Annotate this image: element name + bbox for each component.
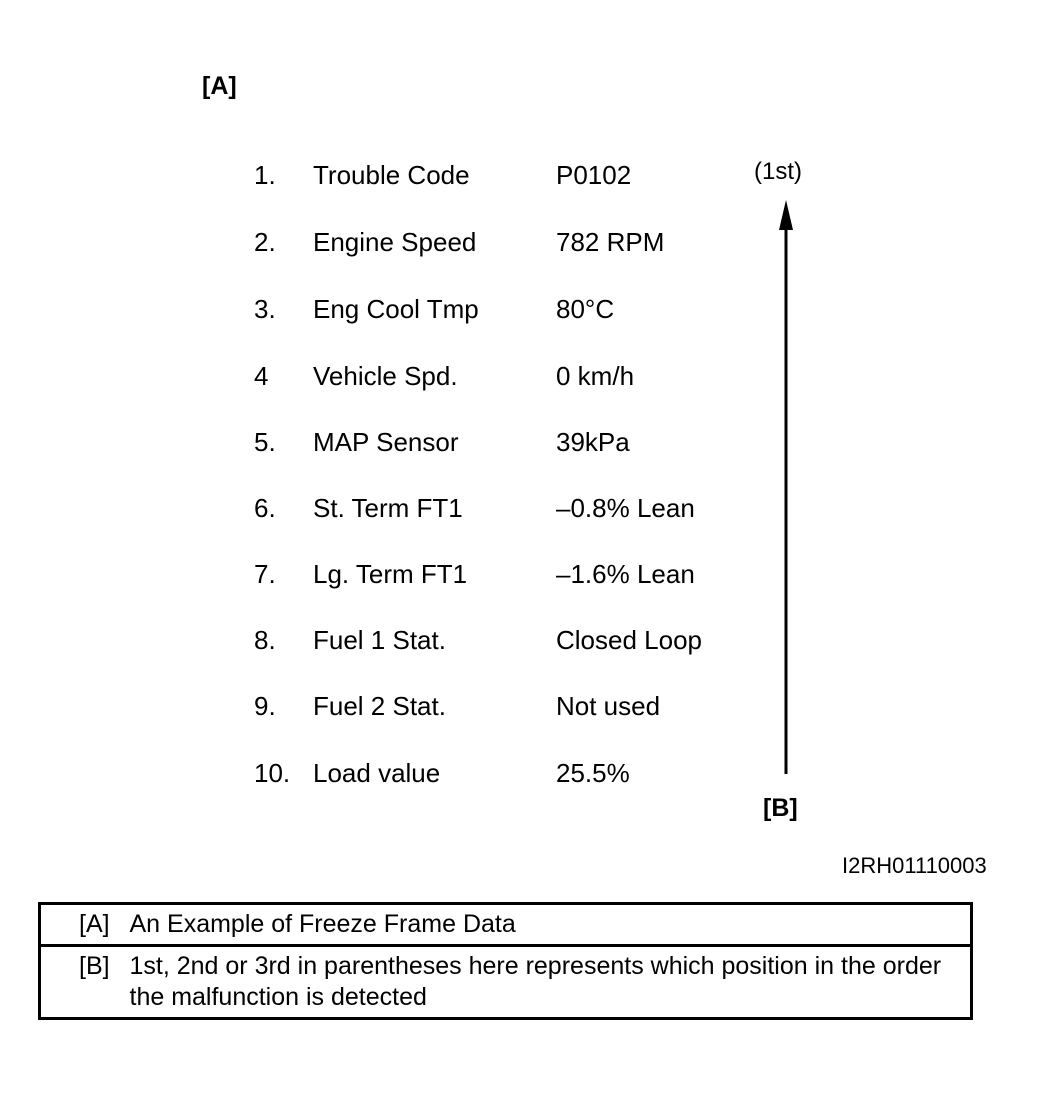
item-value: Not used bbox=[556, 691, 661, 721]
item-number: 2. bbox=[254, 227, 276, 257]
item-value: 25.5% bbox=[556, 758, 630, 788]
item-value: 39kPa bbox=[556, 427, 630, 457]
item-number: 4 bbox=[254, 361, 269, 391]
item-number: 3. bbox=[254, 294, 276, 324]
list-item bbox=[0, 490, 760, 526]
item-name: Load value bbox=[313, 758, 441, 788]
label-a: [A] bbox=[202, 72, 237, 100]
table-row bbox=[40, 904, 972, 946]
list-item bbox=[0, 556, 760, 592]
item-number: 7. bbox=[254, 559, 276, 589]
up-arrow-icon bbox=[770, 196, 802, 776]
item-name: Trouble Code bbox=[313, 160, 470, 190]
item-name: Eng Cool Tmp bbox=[313, 294, 479, 324]
item-value: Closed Loop bbox=[556, 625, 702, 655]
list-item bbox=[0, 224, 760, 260]
label-b: [B] bbox=[763, 794, 798, 822]
legend-text: An Example of Freeze Frame Data bbox=[129, 910, 516, 938]
list-item bbox=[0, 755, 760, 791]
item-name: Fuel 1 Stat. bbox=[313, 625, 446, 655]
list-item bbox=[0, 688, 760, 724]
legend-key: [A] bbox=[79, 910, 110, 938]
item-name: Vehicle Spd. bbox=[313, 361, 458, 391]
item-value: P0102 bbox=[556, 160, 632, 190]
item-value: 80°C bbox=[556, 294, 615, 324]
item-value: –1.6% Lean bbox=[556, 559, 695, 589]
item-number: 8. bbox=[254, 625, 276, 655]
order-label: (1st) bbox=[754, 158, 802, 185]
list-item bbox=[0, 157, 760, 193]
legend-key: [B] bbox=[40, 946, 124, 1019]
item-value: –0.8% Lean bbox=[556, 493, 695, 523]
legend-table bbox=[38, 902, 973, 1020]
item-number: 1. bbox=[254, 160, 276, 190]
item-number: 5. bbox=[254, 427, 276, 457]
list-item bbox=[0, 291, 760, 327]
item-name: MAP Sensor bbox=[313, 427, 459, 457]
item-value: 782 RPM bbox=[556, 227, 665, 257]
item-name: Lg. Term FT1 bbox=[313, 559, 468, 589]
item-number: 6. bbox=[254, 493, 276, 523]
item-name: St. Term FT1 bbox=[313, 493, 463, 523]
list-item bbox=[0, 358, 760, 394]
figure-id: I2RH01110003 bbox=[842, 853, 987, 878]
item-value: 0 km/h bbox=[556, 361, 635, 391]
legend-text: 1st, 2nd or 3rd in parentheses here represents which position in the order the malfunction is detected bbox=[124, 946, 972, 1019]
item-number: 10. bbox=[254, 758, 291, 788]
item-name: Fuel 2 Stat. bbox=[313, 691, 446, 721]
list-item bbox=[0, 622, 760, 658]
item-name: Engine Speed bbox=[313, 227, 477, 257]
item-number: 9. bbox=[254, 691, 276, 721]
table-row bbox=[40, 946, 972, 1019]
list-item bbox=[0, 424, 760, 460]
